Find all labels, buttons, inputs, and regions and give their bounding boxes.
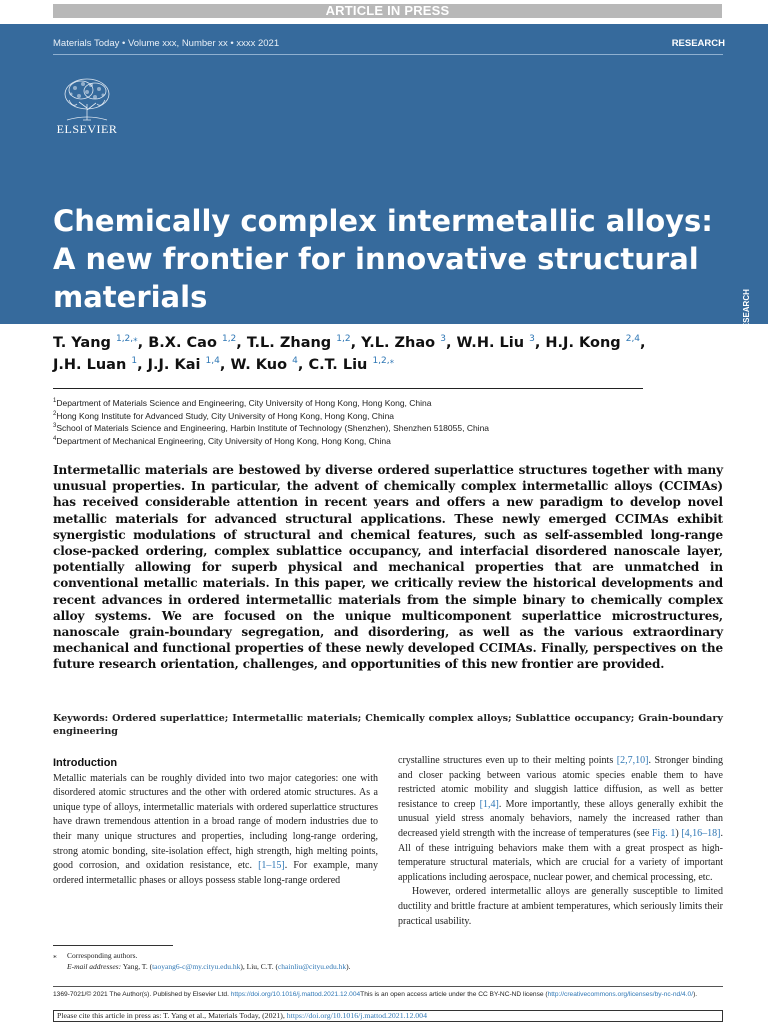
affiliation-text: Department of Mechanical Engineering, City University of Hong Kong, Hong Kong, China: [56, 435, 391, 446]
author-entry: [545, 335, 645, 351]
license-rule: [53, 986, 723, 987]
body-column-left: [53, 756, 378, 888]
footnote-rule: [53, 945, 173, 946]
reference-link[interactable]: [1–15]: [258, 860, 285, 872]
footnote-corresponding: Corresponding authors.: [67, 951, 138, 960]
author-name: J.H. Luan: [53, 357, 127, 373]
right-text-e: . All of these intriguing behaviors make them with a great prospect as high-temperature structural materials, which are crucial for a variety of important applications including aerospace, nuclear power, and chemical processing, etc.: [398, 827, 723, 883]
intro-paragraph-1: [53, 772, 378, 889]
side-section-tab: RESEARCH: [742, 289, 751, 335]
article-title: Chemically complex intermetallic alloys: A new frontier for innovative structural materials: [53, 204, 713, 314]
doi-link[interactable]: https://doi.org/10.1016/j.mattod.2021.12.004: [230, 991, 361, 998]
author-entry: [230, 357, 308, 373]
footnote-email-1-name: Yang, T.: [122, 962, 148, 971]
right-text-c: . More importantly, these alloys generally exhibit the unusual yield stress anomaly behaviors, namely the increased rather than decreased yield strength with the increase of temperatures (see: [398, 798, 724, 839]
author-name: C.T. Liu: [308, 357, 368, 373]
right-text-b: . Stronger binding and closer packing between various atomic species enable them to have restricted atomic mobility and sluggish lattice diffusion, as well as better resistance to creep: [398, 755, 723, 810]
author-entry: [247, 335, 361, 351]
intro-text-a: Metallic materials can be roughly divided into two major categories: one with disordered atomic structures and the other with ordered atomic structures. As a unique type of alloys, intermetallic materials with ordered superlattice structures have drawn tremendous attention in a broad range of modern industries due to their many unique structures and properties, including long-range ordering, strong atomic bonding, site-isolation effect, high strength, high melting points, good corrosion, and oxidation resistance, etc.: [53, 772, 378, 872]
license-text-b: This is an open access article under the CC BY-NC-ND license (: [360, 991, 548, 998]
license-url-link[interactable]: http://creativecommons.org/licenses/by-nc-nd/4.0/: [547, 991, 694, 998]
author-separator: ,: [137, 335, 149, 351]
corresponding-author-footnote: ⁎ Corresponding authors. E-mail addresses: Yang, T. (taoyang6-c@my.cityu.edu.hk), Liu, C.T. (chainliu@cityu.edu.hk).: [53, 951, 351, 971]
author-name: T.L. Zhang: [246, 335, 332, 351]
body-column-right: [398, 754, 723, 929]
author-name: J.J. Kai: [147, 357, 201, 373]
author-affiliation-mark[interactable]: 3: [440, 334, 446, 345]
author-entry: [53, 335, 148, 351]
author-name: W. Kuo: [230, 357, 288, 373]
reference-link[interactable]: [1,4]: [479, 798, 499, 810]
author-separator: ,: [445, 335, 457, 351]
author-affiliation-mark[interactable]: 4: [292, 356, 298, 367]
license-statement: [53, 990, 723, 1000]
affiliation-item: [53, 435, 653, 448]
section-tag: RESEARCH: [671, 38, 725, 49]
author-name: B.X. Cao: [148, 335, 217, 351]
article-in-press-banner: ARTICLE IN PRESS: [53, 4, 722, 18]
author-entry: [457, 335, 546, 351]
author-name: W.H. Liu: [456, 335, 525, 351]
author-affiliation-mark[interactable]: 3: [529, 334, 535, 345]
author-affiliation-mark[interactable]: 1,2,⁎: [372, 356, 395, 367]
license-text-a: 1369-7021/© 2021 The Author(s). Published by Elsevier Ltd.: [53, 991, 229, 998]
abstract: Intermetallic materials are bestowed by diverse ordered superlattice structures together with many unusual properties. In particular, the advent of chemically complex intermetallic alloys (CCIMAs) has received considerable attention in recent years and offers a new paradigm to develop novel metallic materials for advanced structural applications. These newly emerged CCIMAs exhibit synergistic modulations of structural and chemical features, such as self-assembled long-range close-packed ordering, complex sublattice occupancy, and interfacial disordered nanoscale layer, potentially allowing for superb physical and mechanical properties that are unmatched in conventional metallic materials. In this paper, we critically review the historical developments and recent advances in ordered intermetallic materials from the simple binary to chemically complex alloy systems. We are focused on the unique multicomponent superlattice microstructures, nanoscale grain-boundary segregation, and disordering, as well as the various extraordinary mechanical and functional properties of these newly developed CCIMAs. Finally, perspectives on the future research orientation, challenges, and opportunities of this new frontier are provided.: [53, 463, 723, 672]
author-entry: [148, 335, 247, 351]
header-rule: [53, 54, 723, 55]
author-affiliation-mark[interactable]: 2,4: [625, 334, 641, 345]
author-separator: ,: [219, 357, 231, 373]
email-link-1[interactable]: taoyang6-c@my.cityu.edu.hk: [152, 962, 241, 971]
author-separator: ,: [297, 357, 309, 373]
author-separator: ,: [137, 357, 148, 373]
affiliation-item: [53, 422, 653, 435]
author-affiliation-mark[interactable]: 1,2: [336, 334, 351, 345]
keywords: Keywords: Ordered superlattice; Intermetallic materials; Chemically complex alloys; Sublattice occupancy; Grain-boundary engineering: [53, 713, 723, 737]
author-separator: ,: [640, 335, 646, 351]
intro-text-b: . For example, many ordered intermetallic phases or alloys possess stable long-range ordered: [53, 860, 379, 886]
affiliation-rule: [53, 388, 643, 389]
author-entry: [308, 357, 394, 373]
author-separator: ,: [534, 335, 546, 351]
affiliation-number: 4: [53, 435, 57, 442]
intro-paragraph-1-cont: [398, 754, 723, 885]
affiliation-text: Department of Materials Science and Engineering, City University of Hong Kong, Hong Kong, China: [56, 398, 432, 408]
author-affiliation-mark[interactable]: 1,2,⁎: [115, 334, 138, 345]
reference-link[interactable]: [2,7,10]: [616, 755, 649, 766]
affiliation-number: 2: [53, 410, 57, 417]
author-affiliation-mark[interactable]: 1,2: [221, 334, 237, 345]
figure-link[interactable]: Fig. 1: [651, 827, 676, 839]
publisher-name: ELSEVIER: [56, 122, 118, 136]
cite-text: Please cite this article in press as: T. Yang et al., Materials Today, (2021),: [57, 1011, 285, 1020]
license-text-c: ).: [693, 991, 698, 998]
author-separator: ,: [236, 335, 247, 351]
affiliation-list: [53, 397, 653, 447]
journal-citation-line: Materials Today • Volume xxx, Number xx • xxxx 2021: [53, 38, 280, 49]
affiliation-text: Hong Kong Institute for Advanced Study, City University of Hong Kong, Hong Kong, China: [56, 410, 395, 421]
author-name: Y.L. Zhao: [361, 335, 436, 351]
affiliation-item: [53, 397, 653, 410]
author-affiliation-mark[interactable]: 1,4: [205, 356, 220, 367]
affiliation-text: School of Materials Science and Engineering, Harbin Institute of Technology (Shenzhen), Shenzhen 518055, China: [56, 423, 490, 433]
cite-this-article-box: [53, 1010, 723, 1022]
right-text-a: crystalline structures even up to their melting points: [398, 755, 614, 766]
footnote-star: ⁎: [53, 951, 57, 960]
intro-paragraph-2: However, ordered intermetallic alloys are generally susceptible to limited ductility and brittle fracture at ambient temperatures, which seriously limits their practical usability.: [398, 886, 723, 927]
author-name: T. Yang: [53, 335, 111, 351]
email-link-2[interactable]: chainliu@cityu.edu.hk: [277, 962, 347, 971]
right-text-d: ): [675, 827, 679, 839]
affiliation-number: 1: [53, 398, 57, 405]
section-heading-introduction: Introduction: [53, 757, 118, 769]
title-header-block: [0, 24, 768, 335]
cite-doi-link[interactable]: https://doi.org/10.1016/j.mattod.2021.12.004: [286, 1011, 427, 1020]
reference-link[interactable]: [4,16–18]: [681, 827, 721, 839]
affiliation-number: 3: [53, 423, 57, 430]
author-name: H.J. Kong: [545, 335, 621, 351]
author-entry: [53, 357, 148, 373]
author-entry: [361, 335, 456, 351]
author-list: [53, 332, 703, 376]
author-affiliation-mark[interactable]: 1: [131, 356, 138, 367]
footnote-email-label: E-mail addresses:: [67, 962, 122, 971]
author-separator: ,: [350, 335, 362, 351]
author-entry: [148, 357, 231, 373]
footnote-email-2-name: Liu, C.T.: [246, 962, 274, 971]
affiliation-item: [53, 410, 653, 423]
